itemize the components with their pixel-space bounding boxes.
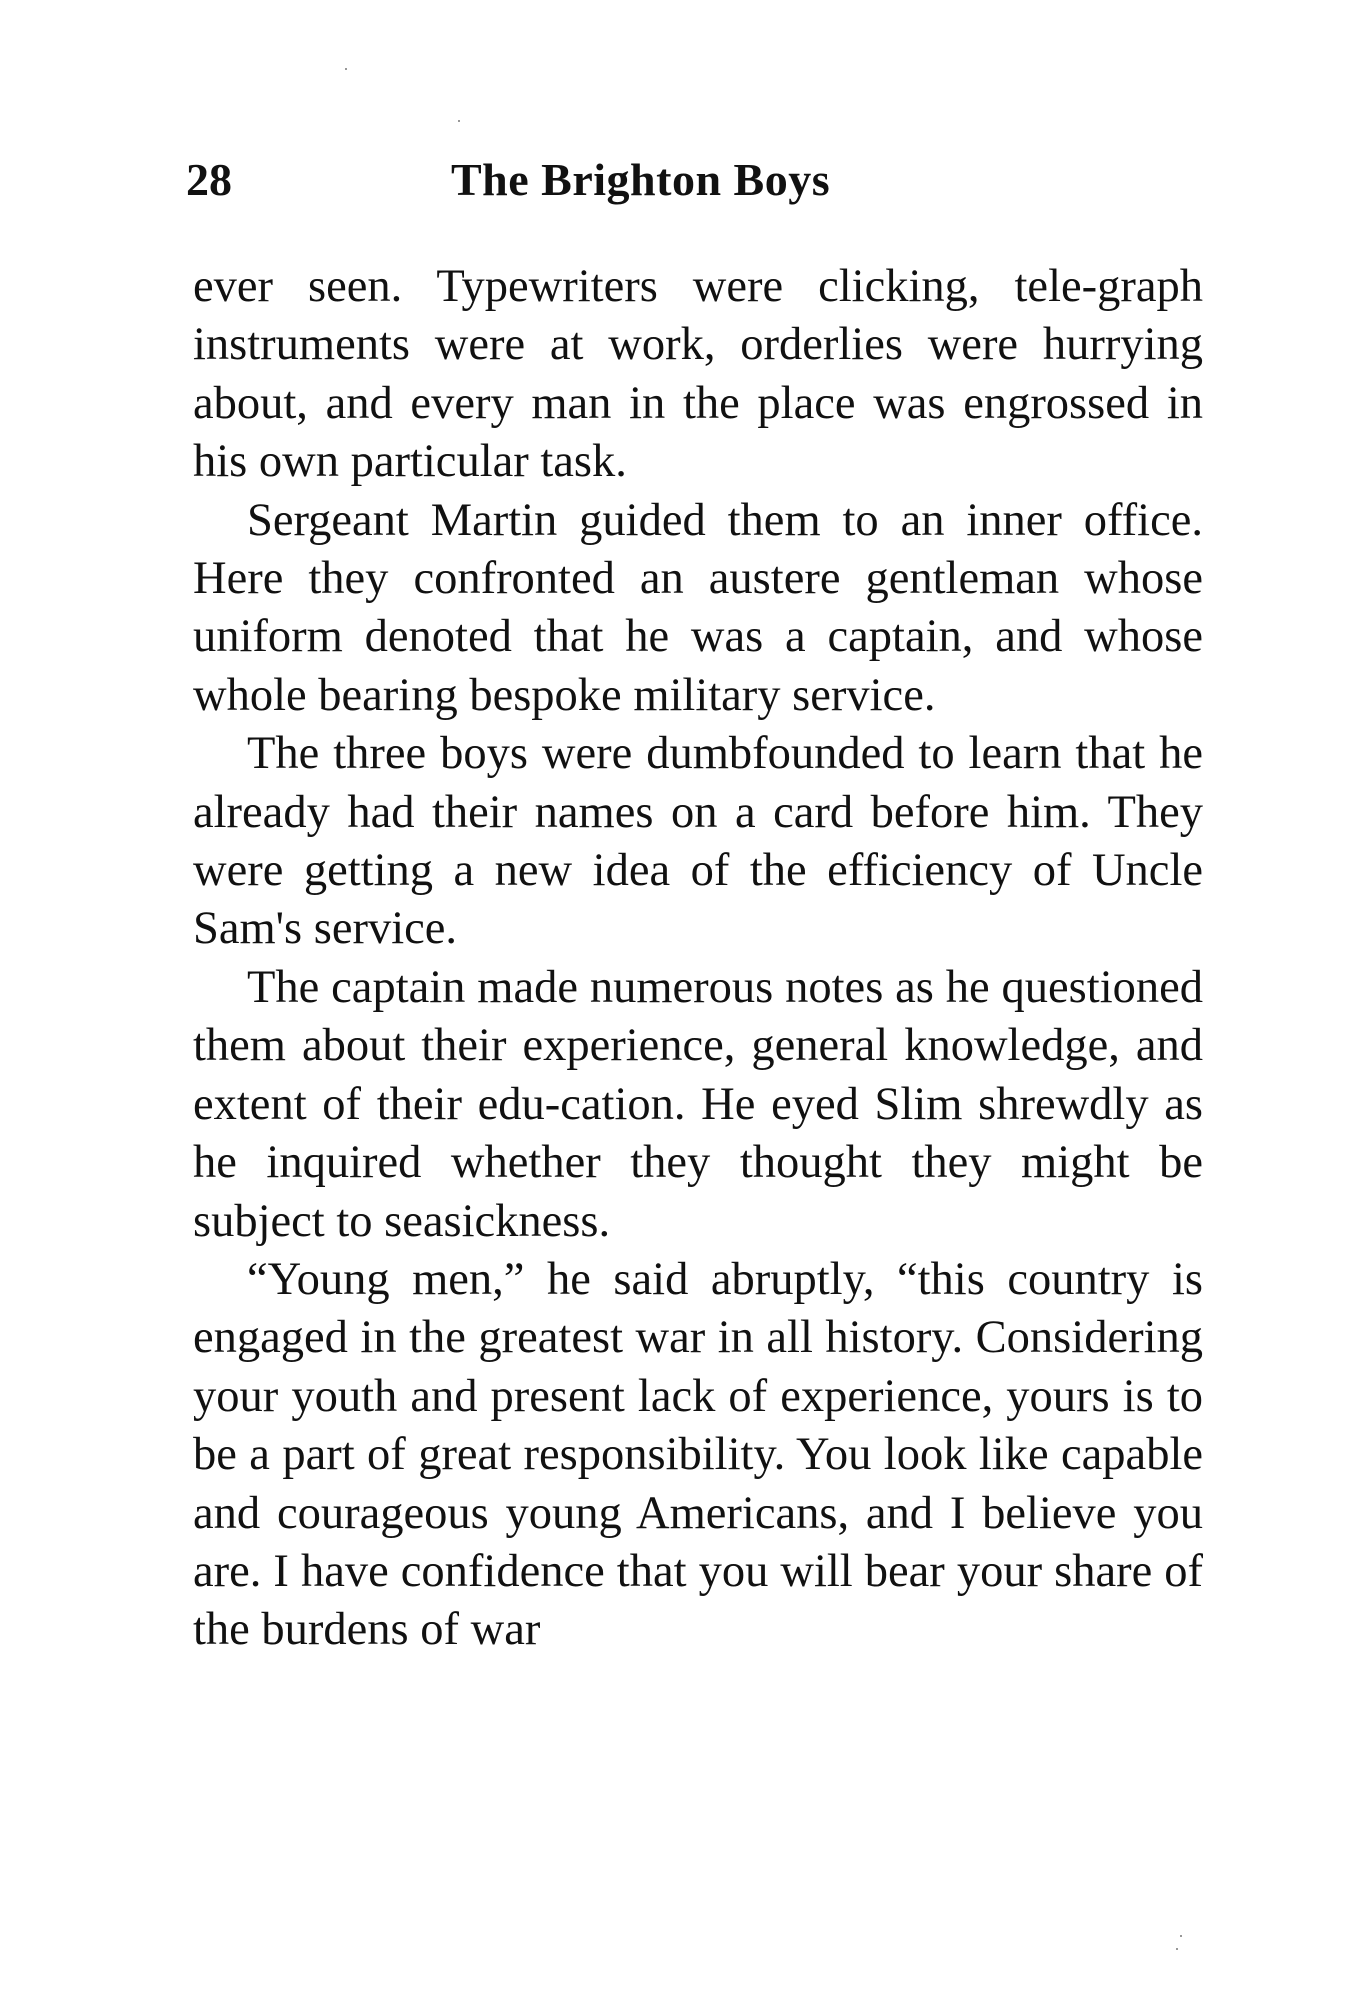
paragraph-5: “Young men,” he said abruptly, “this country is engaged in the greatest war in all history. Considering your youth and present lack of experience, yours is to be a part of great responsibility. You look like capable and courageous young Americans, and I believe you are. I have confidence that you will bear your share of the burdens of war bbox=[193, 1253, 1203, 1656]
paragraph-4: The captain made numerous notes as he questioned them about their experience, general knowledge, and extent of their edu-cation. He eyed Slim shrewdly as he inquired whether they thought they might be subject to seasickness. bbox=[193, 961, 1203, 1247]
paragraph-1: ever seen. Typewriters were clicking, tele-graph instruments were at work, orderlies were hurrying about, and every man in the place was engrossed in his own particular task. bbox=[193, 261, 1203, 488]
scan-speck bbox=[458, 120, 460, 122]
scan-speck bbox=[345, 68, 347, 70]
paragraph-3: The three boys were dumbfounded to learn that he already had their names on a card before him. They were getting a new idea of the efficiency of Uncle Sam's service. bbox=[193, 728, 1203, 955]
scan-speck bbox=[1180, 1935, 1182, 1937]
paragraph-2: Sergeant Martin guided them to an inner office. Here they confronted an austere gentleman whose uniform denoted that he was a captain, and whose whole bearing bespoke military service. bbox=[193, 494, 1203, 721]
body-text bbox=[193, 258, 1203, 1660]
book-title: The Brighton Boys bbox=[451, 154, 831, 205]
running-head bbox=[186, 150, 926, 210]
page-number: 28 bbox=[186, 154, 232, 205]
scan-speck bbox=[1176, 1948, 1178, 1950]
